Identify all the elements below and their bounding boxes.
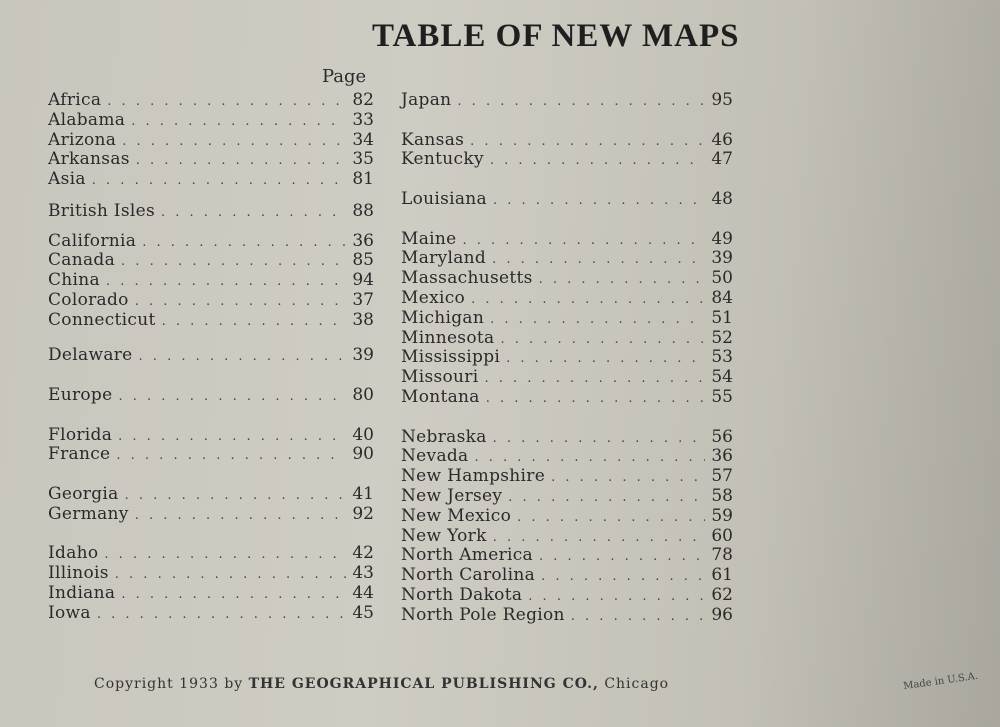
map-entry-name: Iowa (48, 602, 91, 623)
map-entry (401, 565, 733, 585)
map-entry (48, 603, 374, 623)
map-entry-name: Indiana (48, 583, 116, 604)
leader-dots (97, 605, 346, 625)
map-entry (401, 149, 733, 169)
map-entry-name: Colorado (48, 289, 129, 310)
map-entry-page: 44 (352, 583, 374, 604)
map-entry-name: Nebraska (401, 426, 487, 447)
map-entry-page: 34 (352, 129, 374, 150)
map-entry-name: China (48, 270, 100, 291)
map-entry-name: Connecticut (48, 309, 156, 330)
map-entry-name: Illinois (48, 563, 109, 584)
map-entry-page: 47 (711, 149, 733, 170)
map-entry-page: 58 (711, 486, 733, 506)
page-title: TABLE OF NEW MAPS (372, 18, 740, 54)
map-entry-name: Arkansas (48, 149, 130, 170)
map-entry (401, 288, 733, 308)
map-entry-page: 85 (352, 250, 374, 271)
map-entry-page: 36 (711, 446, 733, 467)
map-entry (401, 585, 733, 605)
map-entry-page: 62 (711, 585, 733, 605)
map-entry-name: Europe (48, 385, 113, 406)
map-entry-page: 33 (352, 109, 374, 130)
map-entry-name: Africa (48, 90, 102, 110)
map-entry-name: Arizona (48, 129, 117, 150)
map-entry-page: 78 (711, 545, 733, 566)
map-entry-name: Idaho (48, 543, 99, 564)
map-entry (401, 268, 733, 288)
map-entry-page: 96 (711, 604, 733, 625)
map-entry-page: 38 (352, 309, 374, 330)
map-entry-name: France (48, 444, 111, 465)
map-entry-name: Asia (48, 169, 86, 190)
map-entry-name: New Mexico (401, 505, 512, 526)
map-entry (48, 444, 374, 464)
map-entry-page: 61 (711, 565, 733, 586)
map-entry (401, 328, 733, 348)
map-entry (48, 543, 374, 563)
map-entry-page: 48 (711, 189, 733, 209)
map-entry (48, 563, 374, 583)
map-entry-page: 95 (711, 90, 733, 110)
map-entry-page: 56 (711, 426, 733, 447)
map-entry-name: Kansas (401, 129, 465, 150)
map-entry (401, 248, 733, 268)
map-entry-page: 50 (711, 268, 733, 289)
map-entry-page: 49 (711, 228, 733, 249)
map-entry-name: North America (401, 545, 533, 566)
map-entry-page: 92 (352, 503, 374, 524)
map-entry (401, 387, 733, 407)
map-entry (48, 425, 374, 445)
map-entry (48, 484, 374, 504)
map-entry-page: 59 (711, 505, 733, 526)
leader-dots (493, 191, 705, 211)
map-entry-page: 36 (352, 230, 374, 251)
map-entry-name: New Jersey (401, 486, 503, 506)
map-entry-page: 52 (711, 327, 733, 348)
map-entry-name: British Isles (48, 200, 155, 221)
map-entry (401, 347, 733, 367)
map-entry-name: Minnesota (401, 327, 495, 348)
map-entry-page: 81 (352, 169, 374, 190)
map-entry (401, 90, 733, 110)
leader-dots (457, 92, 705, 112)
map-entry-page: 35 (352, 149, 374, 170)
map-entry-name: Massachusetts (401, 268, 533, 289)
map-entry-name: Canada (48, 250, 116, 271)
map-entry (48, 149, 374, 169)
map-entry-page: 39 (711, 248, 733, 269)
map-entry-name: Louisiana (401, 189, 487, 209)
map-entry (48, 90, 374, 110)
map-entry-name: Delaware (48, 345, 133, 366)
map-entry-name: North Pole Region (401, 604, 565, 625)
map-entry-page: 46 (711, 129, 733, 150)
leader-dots (116, 446, 346, 466)
map-entry-page: 51 (711, 307, 733, 328)
map-entry (401, 446, 733, 466)
map-entry-name: California (48, 230, 137, 251)
copyright-text: Copyright 1933 by (94, 676, 244, 692)
map-entry-page: 45 (352, 602, 374, 623)
map-entry-name: Alabama (48, 109, 126, 130)
made-in-label: Made in U.S.A. (902, 670, 979, 693)
map-entry-page: 41 (352, 484, 374, 505)
map-entry (48, 345, 374, 365)
map-entry (401, 526, 733, 546)
map-entry-name: Montana (401, 387, 480, 407)
map-entry-page: 43 (352, 563, 374, 584)
map-entry (401, 486, 733, 506)
map-entry (48, 231, 374, 251)
map-entry-name: New Hampshire (401, 466, 546, 487)
map-entry (48, 169, 374, 189)
map-entry (48, 310, 374, 330)
map-entry-name: New York (401, 525, 487, 546)
map-entry (401, 367, 733, 387)
map-entry (401, 466, 733, 486)
map-entry (48, 385, 374, 405)
map-entry-name: Georgia (48, 484, 119, 505)
map-entry-name: Maryland (401, 248, 487, 269)
map-entry (401, 308, 733, 328)
map-entry-page: 88 (352, 200, 374, 221)
leader-dots (486, 389, 705, 409)
map-entry-name: Germany (48, 503, 129, 524)
publisher-city: Chicago (604, 676, 670, 692)
leader-dots (161, 203, 346, 223)
leader-dots (92, 171, 346, 191)
map-entry-page: 39 (352, 345, 374, 366)
map-entry-name: Missouri (401, 367, 479, 388)
map-entry (48, 270, 374, 290)
leader-dots (139, 347, 346, 367)
map-entry-name: Mexico (401, 288, 466, 308)
leader-dots (135, 506, 346, 526)
map-entry-name: Nevada (401, 446, 469, 467)
leader-dots (118, 387, 346, 407)
map-entry-page: 94 (352, 270, 374, 291)
leader-dots (490, 151, 705, 171)
map-entry-page: 82 (352, 90, 374, 110)
map-entry-page: 54 (711, 367, 733, 388)
map-entry-name: Michigan (401, 307, 485, 328)
map-entry-name: North Carolina (401, 565, 536, 586)
map-entry (401, 189, 733, 209)
map-entry (48, 504, 374, 524)
map-entry (401, 605, 733, 625)
map-entry (48, 583, 374, 603)
map-entry (48, 110, 374, 130)
map-entry-page: 90 (352, 444, 374, 465)
map-entry (48, 250, 374, 270)
map-entry-name: Kentucky (401, 149, 484, 170)
map-entry-name: North Dakota (401, 585, 523, 605)
map-entry (401, 130, 733, 150)
map-entry-name: Japan (401, 90, 452, 110)
map-entry-page: 57 (711, 466, 733, 487)
map-entry-page: 37 (352, 289, 374, 310)
map-entry (48, 290, 374, 310)
map-entry (401, 229, 733, 249)
map-entry-name: Florida (48, 424, 113, 445)
leader-dots (162, 312, 346, 332)
map-entry (401, 545, 733, 565)
map-entry (48, 201, 374, 221)
map-entry-page: 55 (711, 387, 733, 407)
map-entry-name: Maine (401, 228, 457, 249)
map-entry (401, 506, 733, 526)
leader-dots (571, 607, 705, 627)
map-entry (48, 130, 374, 150)
copyright-footer (94, 676, 669, 692)
map-entry-page: 40 (352, 424, 374, 445)
map-entry-name: Mississippi (401, 347, 501, 368)
map-entry-page: 80 (352, 385, 374, 406)
map-entry (401, 427, 733, 447)
map-entry-page: 60 (711, 525, 733, 546)
map-entry-page: 84 (711, 288, 733, 308)
publisher-name: THE GEOGRAPHICAL PUBLISHING CO., (248, 676, 599, 692)
map-entry-page: 53 (711, 347, 733, 368)
map-entry-page: 42 (352, 543, 374, 564)
page-column-header: Page (322, 66, 367, 87)
